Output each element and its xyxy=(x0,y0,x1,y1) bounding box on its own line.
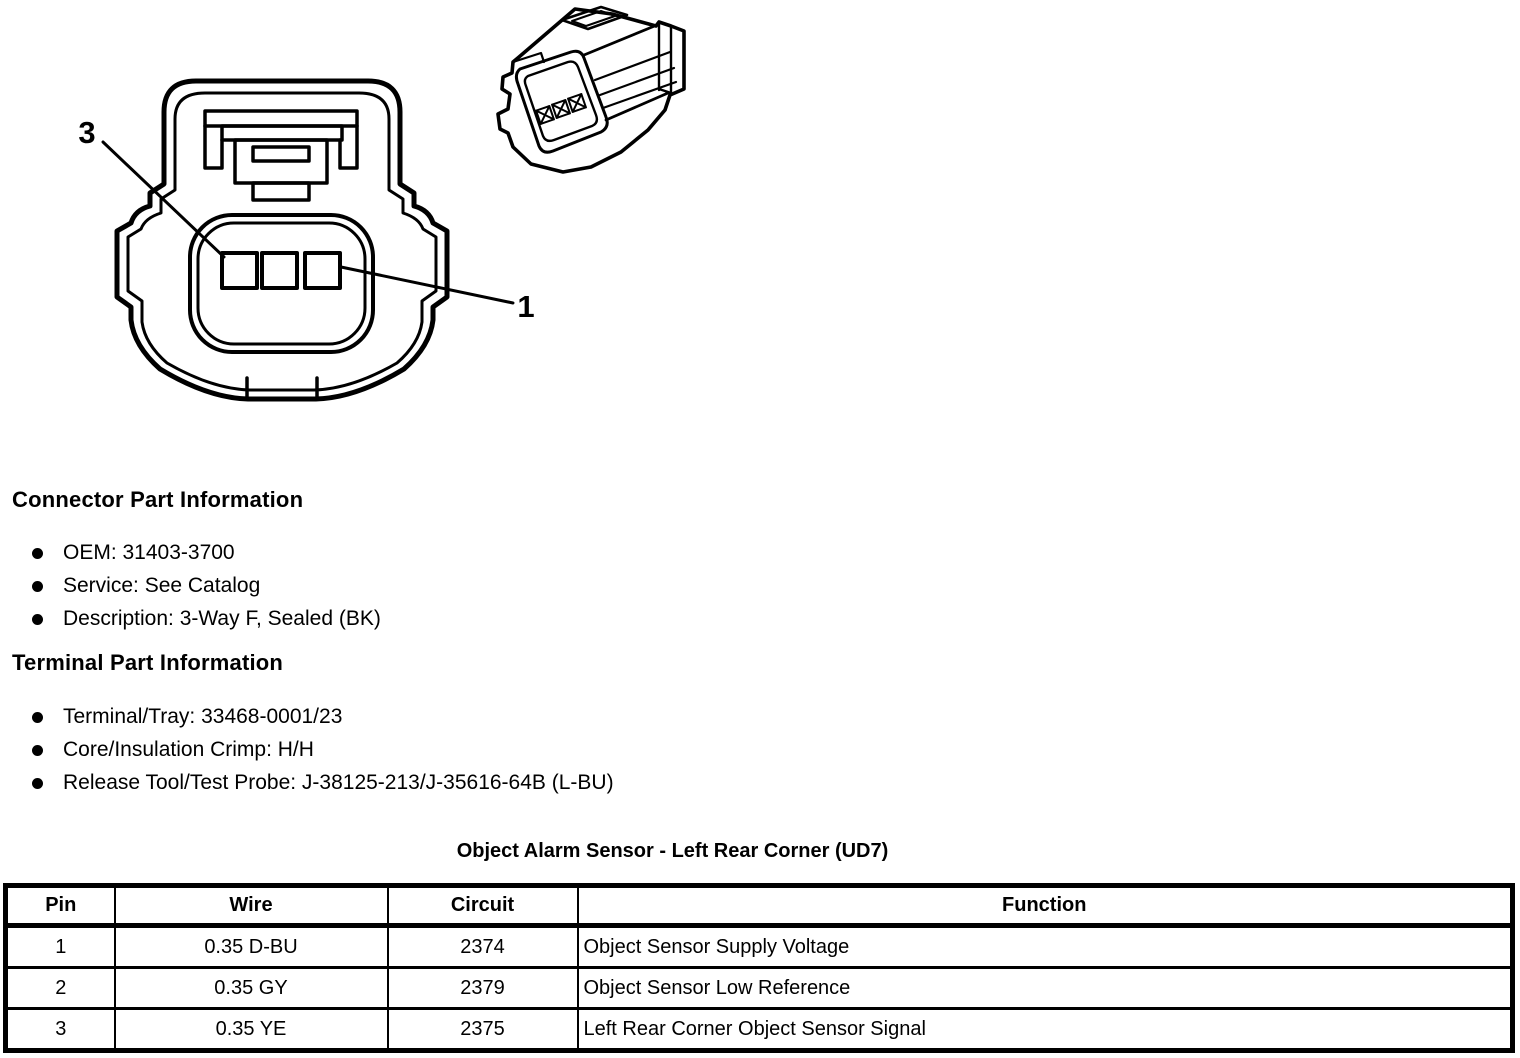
bullet-icon xyxy=(32,778,43,789)
circuit-cell: 2374 xyxy=(388,926,578,968)
wire-cell: 0.35 D-BU xyxy=(115,926,388,968)
wire-column-header: Wire xyxy=(115,886,388,926)
cavity-1 xyxy=(305,253,340,288)
bullet-icon xyxy=(32,581,43,592)
table-header-row xyxy=(6,886,1513,926)
function-cell: Object Sensor Low Reference xyxy=(578,968,1513,1009)
circuit-column-header: Circuit xyxy=(388,886,578,926)
table-row xyxy=(6,1009,1513,1051)
bullet-icon xyxy=(32,548,43,559)
bullet-icon xyxy=(32,745,43,756)
list-item xyxy=(32,705,342,729)
latch-detail xyxy=(205,111,357,200)
pinout-table xyxy=(3,883,1515,1053)
list-item-text: Description: 3-Way F, Sealed (BK) xyxy=(63,607,381,630)
pinout-table-title: Object Alarm Sensor - Left Rear Corner (UD7) xyxy=(456,840,889,862)
pin-column-header: Pin xyxy=(6,886,115,926)
pin-cell: 1 xyxy=(6,926,115,968)
list-item xyxy=(32,771,614,795)
pin-cell: 3 xyxy=(6,1009,115,1051)
list-item xyxy=(32,738,314,762)
function-cell: Object Sensor Supply Voltage xyxy=(578,926,1513,968)
table-row xyxy=(6,968,1513,1009)
connector-front-view xyxy=(103,81,513,399)
connector-part-info-heading: Connector Part Information xyxy=(12,487,304,512)
connector-perspective-view xyxy=(498,7,684,172)
list-item-text: Release Tool/Test Probe: J-38125-213/J-35616-64B (L-BU) xyxy=(63,771,614,794)
cavity-2 xyxy=(262,253,297,288)
function-column-header: Function xyxy=(578,886,1513,926)
pin-cell: 2 xyxy=(6,968,115,1009)
table-row xyxy=(6,926,1513,968)
list-item xyxy=(32,574,260,598)
cavity-3 xyxy=(222,253,257,288)
list-item-text: OEM: 31403-3700 xyxy=(63,541,235,564)
list-item-text: Service: See Catalog xyxy=(63,574,261,597)
wire-cell: 0.35 YE xyxy=(115,1009,388,1051)
list-item xyxy=(32,541,235,565)
bullet-icon xyxy=(32,614,43,625)
terminal-cavities xyxy=(222,253,340,288)
list-item-text: Terminal/Tray: 33468-0001/23 xyxy=(63,705,343,728)
connector-diagram xyxy=(0,0,760,480)
pin3-callout-label: 3 xyxy=(78,115,96,150)
list-item xyxy=(32,607,381,631)
list-item-text: Core/Insulation Crimp: H/H xyxy=(63,738,314,761)
wire-cell: 0.35 GY xyxy=(115,968,388,1009)
bullet-icon xyxy=(32,712,43,723)
pin1-callout-label: 1 xyxy=(517,289,535,324)
function-cell: Left Rear Corner Object Sensor Signal xyxy=(578,1009,1513,1051)
terminal-part-info-heading: Terminal Part Information xyxy=(12,650,284,675)
circuit-cell: 2379 xyxy=(388,968,578,1009)
circuit-cell: 2375 xyxy=(388,1009,578,1051)
